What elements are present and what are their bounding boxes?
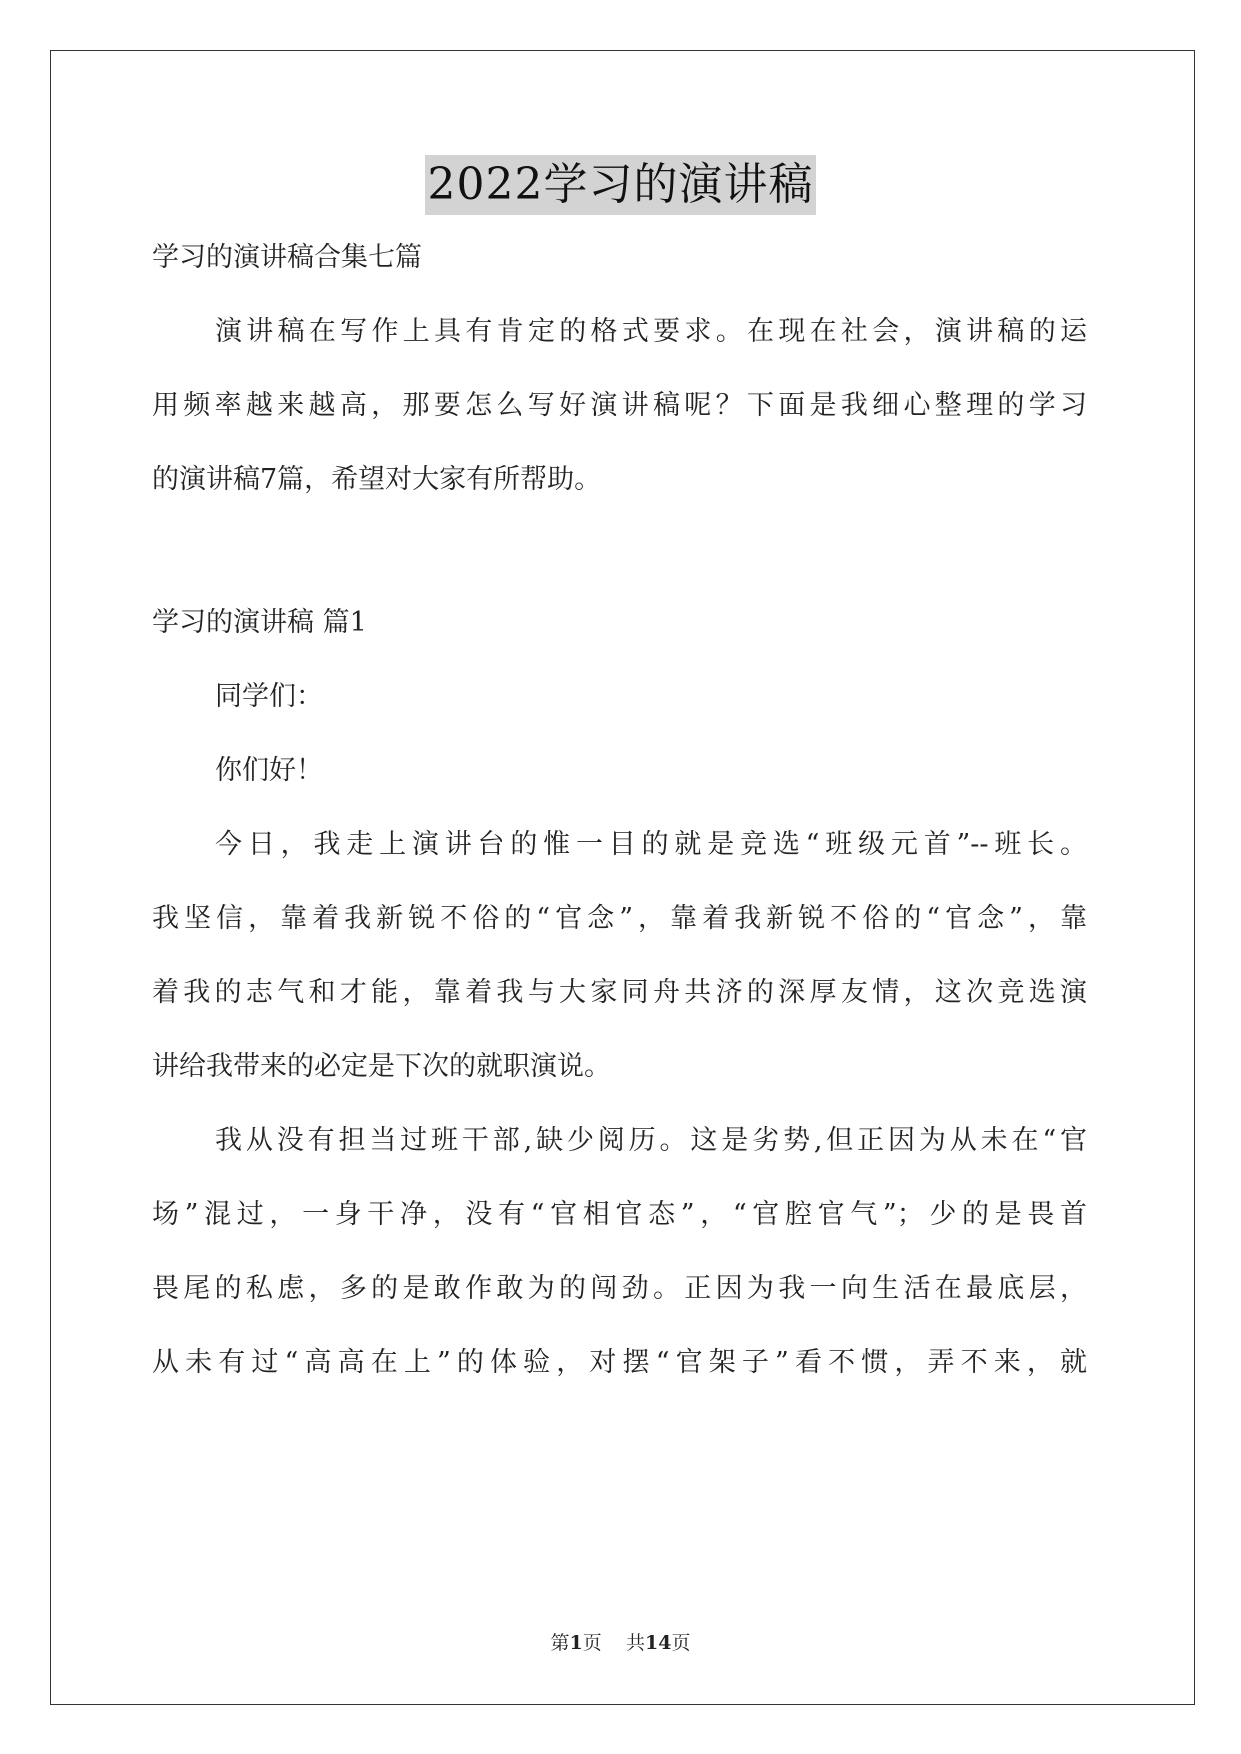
footer-page-prefix: 第 (550, 1632, 570, 1654)
document-subtitle: 学习的演讲稿合集七篇 (152, 242, 422, 273)
paragraph2-line-2: 场”混过，一身干净，没有“官相官态”，“官腔官气”；少的是畏首 (152, 1199, 1087, 1230)
greeting: 同学们： (215, 681, 323, 712)
hello-line: 你们好！ (215, 755, 323, 786)
paragraph1-line-2: 我坚信，靠着我新锐不俗的“官念”，靠着我新锐不俗的“官念”，靠 (152, 903, 1087, 934)
paragraph2-line-4: 从未有过“高高在上”的体验，对摆“官架子”看不惯，弄不来，就 (152, 1347, 1087, 1378)
paragraph2-line-3: 畏尾的私虑，多的是敢作敢为的闯劲。正因为我一向生活在最底层， (152, 1273, 1087, 1304)
title-container (0, 155, 1241, 215)
paragraph1-line-1: 今日，我走上演讲台的惟一目的就是竞选“班级元首”--班长。 (215, 829, 1087, 860)
footer-total-suffix: 页 (671, 1632, 691, 1654)
footer-page-number: 1 (569, 1632, 583, 1654)
intro-line-1: 演讲稿在写作上具有肯定的格式要求。在现在社会，演讲稿的运 (215, 316, 1087, 347)
intro-line-3: 的演讲稿7篇，希望对大家有所帮助。 (152, 464, 602, 495)
footer-page-suffix: 页 (582, 1632, 602, 1654)
paragraph2-line-1: 我从没有担当过班干部,缺少阅历。这是劣势,但正因为从未在“官 (215, 1125, 1087, 1156)
footer-total-prefix: 共 (625, 1632, 645, 1654)
page-border (50, 50, 1195, 1705)
document-title: 2022学习的演讲稿 (425, 155, 817, 215)
footer-total-pages: 14 (644, 1632, 672, 1654)
paragraph1-line-4: 讲给我带来的必定是下次的就职演说。 (152, 1051, 611, 1082)
page-footer (0, 1628, 1241, 1655)
intro-line-2: 用频率越来越高，那要怎么写好演讲稿呢？下面是我细心整理的学习 (152, 390, 1087, 421)
section-heading: 学习的演讲稿 篇1 (152, 607, 367, 638)
paragraph1-line-3: 着我的志气和才能，靠着我与大家同舟共济的深厚友情，这次竞选演 (152, 977, 1087, 1008)
